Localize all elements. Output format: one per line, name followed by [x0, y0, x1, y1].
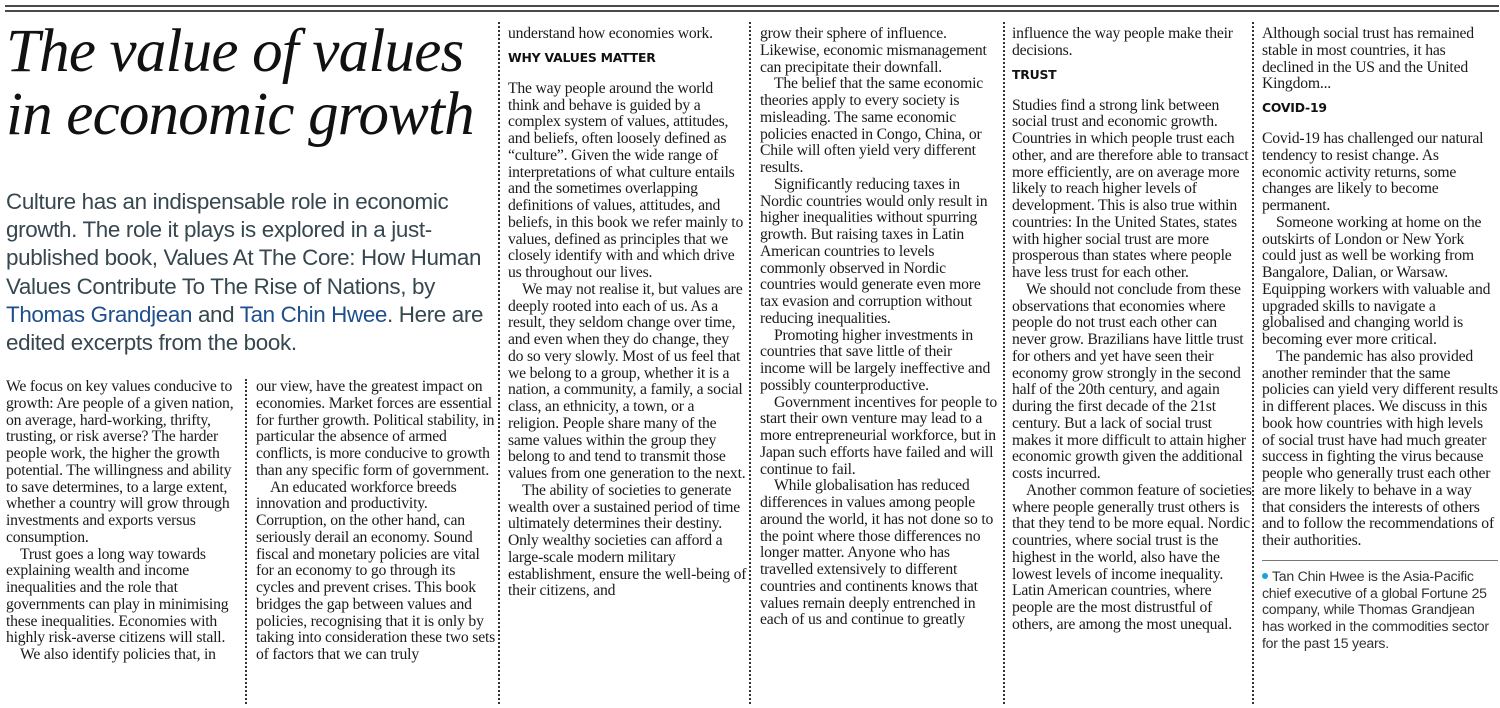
- author-bio: [1262, 568, 1498, 652]
- headline-line-1: The value of values: [6, 18, 464, 85]
- paragraph: Another common feature of societies where people generally trust others is that they tend to be more equal. Nordic countries, where social trust is the highest in the world, also have the lowest levels of income inequality. Latin American countries, where people are the most distrustful of others, are among the most unequal.: [1012, 481, 1252, 633]
- column-divider: [1252, 22, 1254, 704]
- bullet-icon: [1262, 573, 1268, 579]
- paragraph: The way people around the world think and behave is guided by a complex system of values, attitudes, and beliefs, often loosely defined as “culture”. Given the wide range of interpretations of what culture entails and the sometimes overlapping definitions of values, attitudes, and beliefs, in this book we refer mainly to values, defined as principles that we closely identify with and which drive us throughout our lives.: [508, 79, 744, 281]
- top-double-rule: [5, 5, 1499, 12]
- body-column-3: [508, 26, 748, 600]
- body-column-2: [256, 379, 496, 664]
- body-column-5: [1012, 26, 1252, 634]
- paragraph: An educated workforce breeds innovation and productivity. Corruption, on the other hand, can seriously derail an economy. Sound fiscal and monetary policies are vital for an economy to go through its cycles and prevent crises. This book bridges the gap between values and policies, recognising that it is only by taking into consideration these two sets of factors that we can truly: [256, 478, 496, 663]
- section-heading-why-values-matter: WHY VALUES MATTER: [508, 49, 656, 65]
- headline-line-2: in economic growth: [6, 81, 474, 148]
- paragraph: Covid-19 has challenged our natural tendency to resist change. As economic activity returns, some changes are likely to become permanent.: [1262, 130, 1484, 214]
- body-column-4: [760, 26, 1000, 629]
- bio-divider: [1262, 560, 1498, 561]
- section-heading-trust: TRUST: [1012, 66, 1057, 82]
- paragraph: influence the way people make their decisions.: [1012, 25, 1233, 59]
- paragraph: Significantly reducing taxes in Nordic countries would only result in higher inequalities without spurring growth. But raising taxes in Latin American countries to levels commonly observed in Nordic countries would generate even more tax evasion and corruption without reducing inequalities.: [760, 175, 988, 327]
- paragraph: our view, have the greatest impact on economies. Market forces are essential for further growth. Political stability, in particular the absence of armed conflicts, is more conducive to growth than any specific form of government.: [256, 378, 495, 479]
- standfirst-end: . Here are edited excerpts from the book.: [6, 301, 484, 356]
- body-column-6: [1262, 26, 1498, 652]
- column-divider: [749, 22, 751, 704]
- paragraph: Someone working at home on the outskirts of London or New York could just as well be working from Bangalore, Dalian, or Warsaw. Equipping workers with valuable and upgraded skills to navigate a globalised and changing world is becoming ever more critical.: [1262, 213, 1491, 348]
- paragraph: grow their sphere of influence. Likewise, economic mismanagement can precipitate their downfall.: [760, 25, 987, 76]
- column-divider: [1003, 22, 1005, 704]
- column-divider: [498, 22, 500, 704]
- paragraph: We should not conclude from these observations that economies where people do not trust each other can never grow. Brazilians have little trust for others and yet have seen their economy grow strongly in the second half of the 20th century, and again during the first decade of the 21st century. But a lack of social trust makes it more difficult to attain higher economic growth given the additional costs incurred.: [1012, 280, 1246, 482]
- standfirst-text: Culture has an indispensable role in economic growth. The role it plays is explored in a just-published book, Values At The Core: How Human Values Contribute To The Rise of Nations, by: [6, 189, 482, 299]
- paragraph: We also identify policies that, in: [20, 646, 216, 663]
- author-link-tan-chin-hwee[interactable]: Tan Chin Hwee: [239, 301, 388, 327]
- paragraph: We focus on key values conducive to growth: Are people of a given nation, on average, hard-working, thrifty, trusting, or risk averse? The harder people work, the higher the growth potential. The willingness and ability to save determines, to a large extent, whether a country will grow through investments and exports versus consumption.: [6, 378, 234, 546]
- paragraph: Government incentives for people to start their own venture may lead to a more entrepreneurial workforce, but in Japan such efforts have failed and will continue to fail.: [760, 393, 998, 478]
- column-divider: [245, 379, 247, 704]
- paragraph: Trust goes a long way towards explaining wealth and income inequalities and the role that governments can play in minimising these inequalities. Economies with highly risk-averse citizens will stall.: [6, 545, 229, 647]
- body-column-1: [6, 379, 244, 664]
- paragraph: Although social trust has remained stable in most countries, it has declined in the US and the United Kingdom...: [1262, 25, 1474, 93]
- standfirst-and: and: [192, 301, 240, 327]
- standfirst: [6, 188, 490, 357]
- paragraph: The belief that the same economic theories apply to every society is misleading. The same economic policies enacted in Congo, China, or Chile will often yield very different results.: [760, 75, 984, 176]
- paragraph: Studies find a strong link between social trust and economic growth. Countries in which people trust each other, and are therefore able to transact more efficiently, are on average more likely to reach higher levels of development. This is also true within countries: In the United States, states with higher social trust are more prosperous than states where people have less trust for each other.: [1012, 96, 1249, 281]
- paragraph: The ability of societies to generate wealth over a sustained period of time ultimately determines their destiny. Only wealthy societies can afford a large-scale modern military establishment, ensure the well-being of their citizens, and: [508, 481, 747, 600]
- paragraph: understand how economies work.: [508, 25, 713, 42]
- paragraph: We may not realise it, but values are deeply rooted into each of us. As a result, they seldom change over time, and even when they do change, they do so very slowly. Most of us feel that we belong to a group, whether it is a nation, a community, a family, a social class, an ethnicity, a town, or a religion. People share many of the same values within the group they belong to and tend to transmit those values from one generation to the next.: [508, 280, 746, 482]
- paragraph: The pandemic has also provided another reminder that the same policies can yield very different results in different places. We discuss in this book how countries with high levels of social trust have had much greater success in fighting the virus because people who generally trust each other are more likely to behave in a way that considers the interests of others and to follow the recommendations of their authorities.: [1262, 347, 1498, 549]
- author-bio-text: Tan Chin Hwee is the Asia-Pacific chief executive of a global Fortune 25 company, while Thomas Grandjean has worked in the commodities sector for the past 15 years.: [1262, 567, 1489, 651]
- headline: [6, 20, 492, 146]
- section-heading-covid-19: COVID-19: [1262, 100, 1327, 115]
- author-link-thomas-grandjean[interactable]: Thomas Grandjean: [6, 301, 193, 327]
- paragraph: Promoting higher investments in countries that save little of their income will be largely ineffective and possibly counterproductive.: [760, 326, 991, 394]
- paragraph: While globalisation has reduced differences in values among people around the world, it has not done so to the point where those differences no longer matter. Anyone who has travelled extensively to different countries and continents knows that values remain deeply entrenched in each of us and continue to greatly: [760, 477, 994, 629]
